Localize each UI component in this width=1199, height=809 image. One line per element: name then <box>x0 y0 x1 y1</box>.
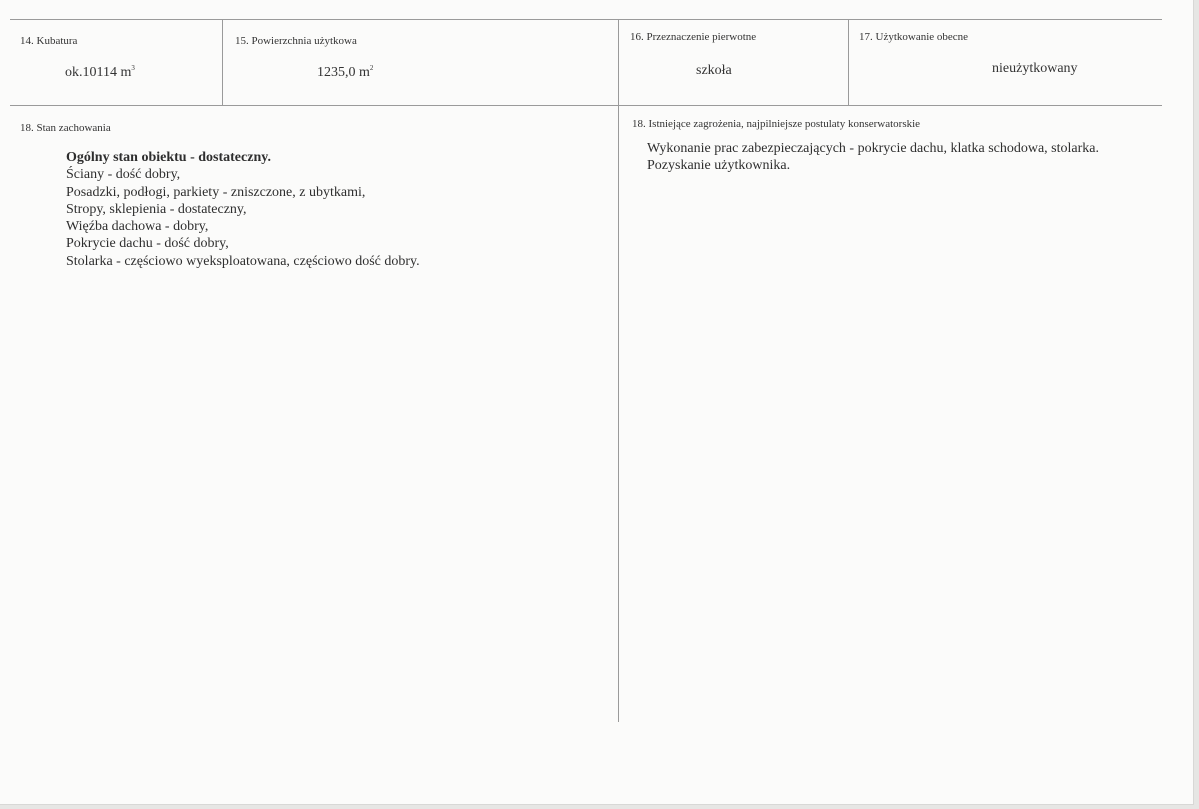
uzytkowanie-value: nieużytkowany <box>992 61 1078 76</box>
kubatura-number: ok.10114 m <box>65 65 132 80</box>
stan-heading: Ogólny stan obiektu - dostateczny. <box>66 150 271 165</box>
kubatura-unit-exponent: 3 <box>131 64 135 72</box>
divider-16-17 <box>848 20 849 105</box>
stan-line: Ściany - dość dobry, <box>66 167 181 183</box>
powierzchnia-unit-exponent: 2 <box>369 64 374 72</box>
powierzchnia-label: 15. Powierzchnia użytkowa <box>235 35 357 47</box>
stan-text <box>66 149 420 270</box>
stan-label: 18. Stan zachowania <box>20 122 111 134</box>
zagrozenia-label: 18. Istniejące zagrożenia, najpilniejsze postulaty konserwatorskie <box>632 118 921 130</box>
przeznaczenie-label: 16. Przeznaczenie pierwotne <box>630 31 757 43</box>
zagrozenia-text <box>647 140 1099 175</box>
zagrozenia-line: Wykonanie prac zabezpieczających - pokrycie dachu, klatka schodowa, stolarka. <box>647 141 1099 156</box>
kubatura-value <box>65 65 135 81</box>
top-rule <box>10 19 1162 20</box>
uzytkowanie-label: 17. Użytkowanie obecne <box>859 31 969 43</box>
przeznaczenie-value: szkoła <box>696 63 732 78</box>
kubatura-label: 14. Kubatura <box>20 35 78 47</box>
stan-line: Posadzki, podłogi, parkiety - zniszczone, z ubytkami, <box>66 184 366 200</box>
divider-14-15 <box>222 20 223 105</box>
zagrozenia-line: Pozyskanie użytkownika. <box>647 158 791 174</box>
stan-line: Więźba dachowa - dobry, <box>66 219 209 235</box>
divider-main <box>618 20 619 722</box>
powierzchnia-value <box>317 65 373 81</box>
powierzchnia-number: 1235,0 m <box>317 65 370 80</box>
stan-line: Pokrycie dachu - dość dobry, <box>66 236 229 252</box>
stan-line: Stropy, sklepienia - dostateczny, <box>66 201 247 217</box>
stan-line: Stolarka - częściowo wyeksploatowana, częściowo dość dobry. <box>66 253 420 269</box>
middle-rule <box>10 105 1162 106</box>
